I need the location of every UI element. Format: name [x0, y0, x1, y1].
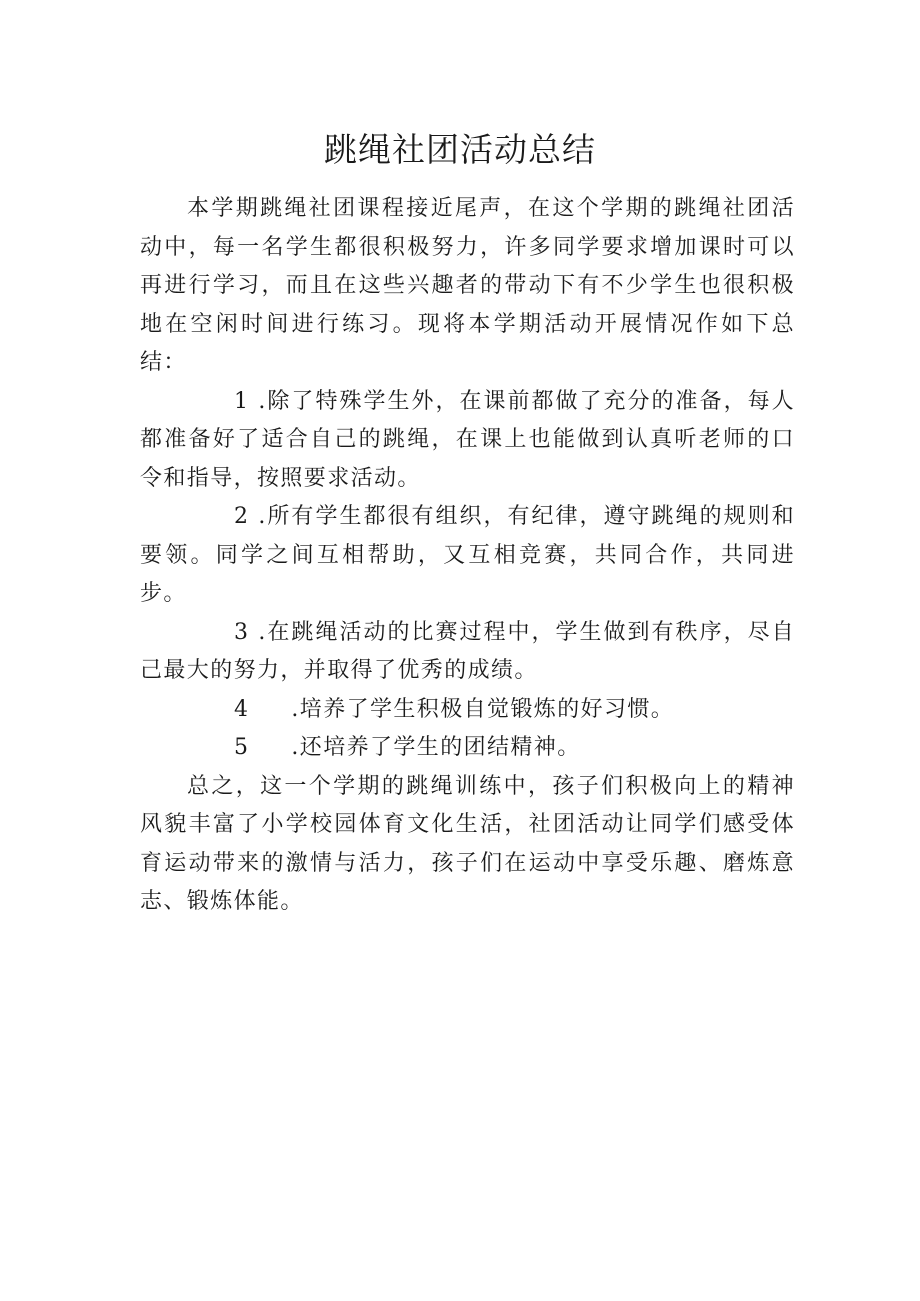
- list-item-4: [140, 691, 795, 730]
- list-item-1: [140, 383, 795, 499]
- intro-paragraph: 本学期跳绳社团课程接近尾声，在这个学期的跳绳社团活动中，每一名学生都很积极努力，许多同学要求增加课时可以再进行学习，而且在这些兴趣者的带动下有不少学生也很积极地在空闲时间进行练习。现将本学期活动开展情况作如下总结：: [140, 196, 795, 375]
- item-text: .所有学生都很有组织，有纪律，遵守跳绳的规则和要领。同学之间互相帮助，又互相竞赛，共同合作，共同进步。: [140, 504, 795, 606]
- item-text: .还培养了学生的团结精神。: [291, 735, 581, 760]
- list-item-3: [140, 614, 795, 691]
- document-body: [140, 190, 795, 922]
- item-number: 1: [234, 388, 250, 414]
- document-title: 跳绳社团活动总结: [324, 130, 596, 169]
- item-number: 3: [234, 619, 250, 645]
- item-text: .培养了学生积极自觉锻炼的好习惯。: [291, 696, 675, 722]
- item-text: .在跳绳活动的比赛过程中，学生做到有秩序，尽自己最大的努力，并取得了优秀的成绩。: [140, 619, 795, 683]
- item-number: 2: [234, 504, 250, 529]
- item-number: 4: [234, 696, 250, 722]
- item-text: .除了特殊学生外，在课前都做了充分的准备，每人都准备好了适合自己的跳绳，在课上也能做到认真听老师的口令和指导，按照要求活动。: [140, 388, 795, 491]
- list-item-2: [140, 498, 795, 614]
- list-item-5: [140, 729, 795, 768]
- conclusion-paragraph: 总之，这一个学期的跳绳训练中，孩子们积极向上的精神风貌丰富了小学校园体育文化生活，社团活动让同学们感受体育运动带来的激情与活力，孩子们在运动中享受乐趣、磨炼意志、锻炼体能。: [140, 773, 795, 914]
- item-number: 5: [234, 735, 250, 760]
